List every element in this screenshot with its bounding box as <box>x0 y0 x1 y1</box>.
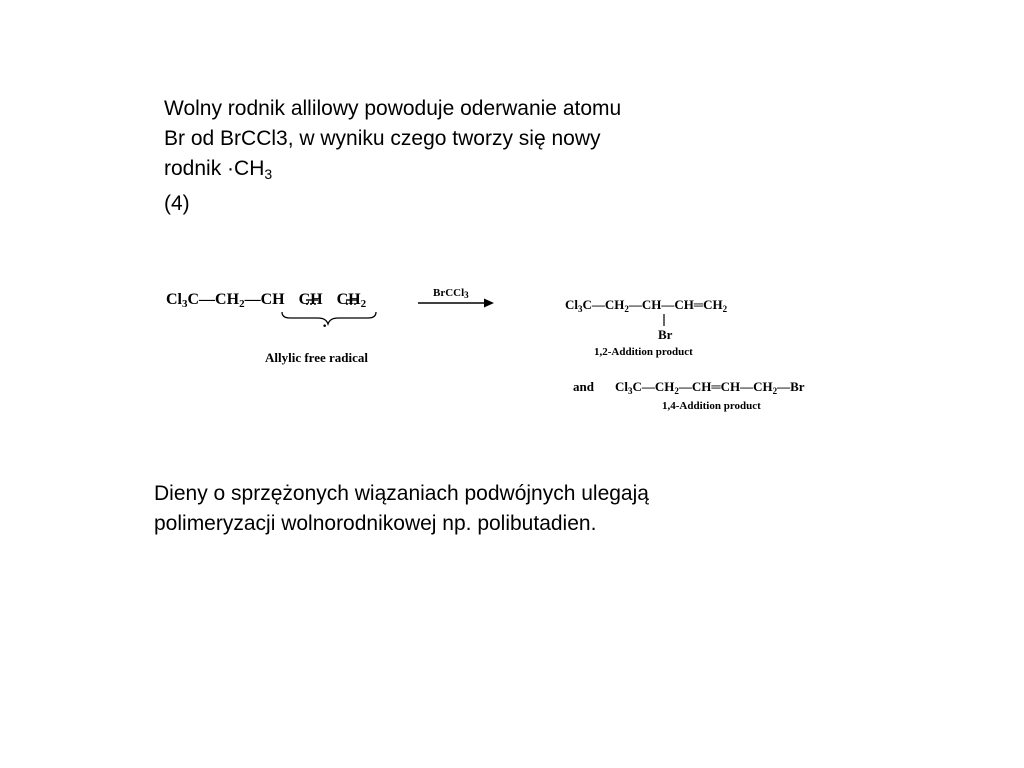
product-12-label: 1,2-Addition product <box>594 346 693 358</box>
formula-sub: 2 <box>360 298 367 310</box>
radical-subscript: 3 <box>264 166 273 182</box>
formula-sub: 2 <box>239 298 245 310</box>
reaction-arrow <box>418 299 494 308</box>
formula-part: C—CH <box>582 297 625 312</box>
delocalization-brace <box>282 312 376 324</box>
formula-part: —CH═CH—CH <box>678 379 773 394</box>
formula-part: CH <box>298 291 323 308</box>
formula-part: —CH <box>244 291 285 308</box>
formula-sub: 2 <box>772 386 778 396</box>
reagent-text: BrCCl <box>433 287 465 299</box>
partial-double-bond-2 <box>346 300 358 304</box>
bromine-substituent: Br <box>658 327 673 342</box>
formula-sub: 3 <box>578 304 583 314</box>
radical-text: rodnik ·CH <box>164 157 265 180</box>
partial-double-bond-1 <box>306 300 318 304</box>
intro-line-4: (4) <box>164 192 190 215</box>
dienes-line-2: polimeryzacji wolnorodnikowej np. polibutadien. <box>154 512 597 535</box>
dienes-paragraph <box>154 479 854 539</box>
intro-line-2: Br od BrCCl3, w wyniku czego tworzy się nowy <box>164 127 601 150</box>
formula-part: Cl <box>565 297 578 312</box>
formula-part: Cl <box>166 291 182 308</box>
allylic-radical-label: Allylic free radical <box>265 350 369 365</box>
intro-line-1: Wolny rodnik allilowy powoduje oderwanie atomu <box>164 97 622 120</box>
product-14-label: 1,4-Addition product <box>662 400 761 412</box>
radical-dot: · <box>322 318 328 335</box>
formula-sub: 3 <box>628 386 633 396</box>
formula-part: C—CH <box>632 379 675 394</box>
formula-part: —CH—CH═CH <box>628 297 723 312</box>
dienes-line-1: Dieny o sprzężonych wiązaniach podwójnych ulegają <box>154 482 649 505</box>
formula-part: —Br <box>777 379 805 394</box>
and-word: and <box>573 379 594 394</box>
formula-sub: 2 <box>624 304 629 314</box>
formula-part: CH <box>336 291 361 308</box>
reagent-subscript: 3 <box>464 290 469 300</box>
formula-sub: 2 <box>674 386 679 396</box>
formula-part: C—CH <box>187 291 240 308</box>
formula-sub: 3 <box>182 298 188 310</box>
formula-part: Cl <box>615 379 628 394</box>
formula-sub: 2 <box>722 304 728 314</box>
